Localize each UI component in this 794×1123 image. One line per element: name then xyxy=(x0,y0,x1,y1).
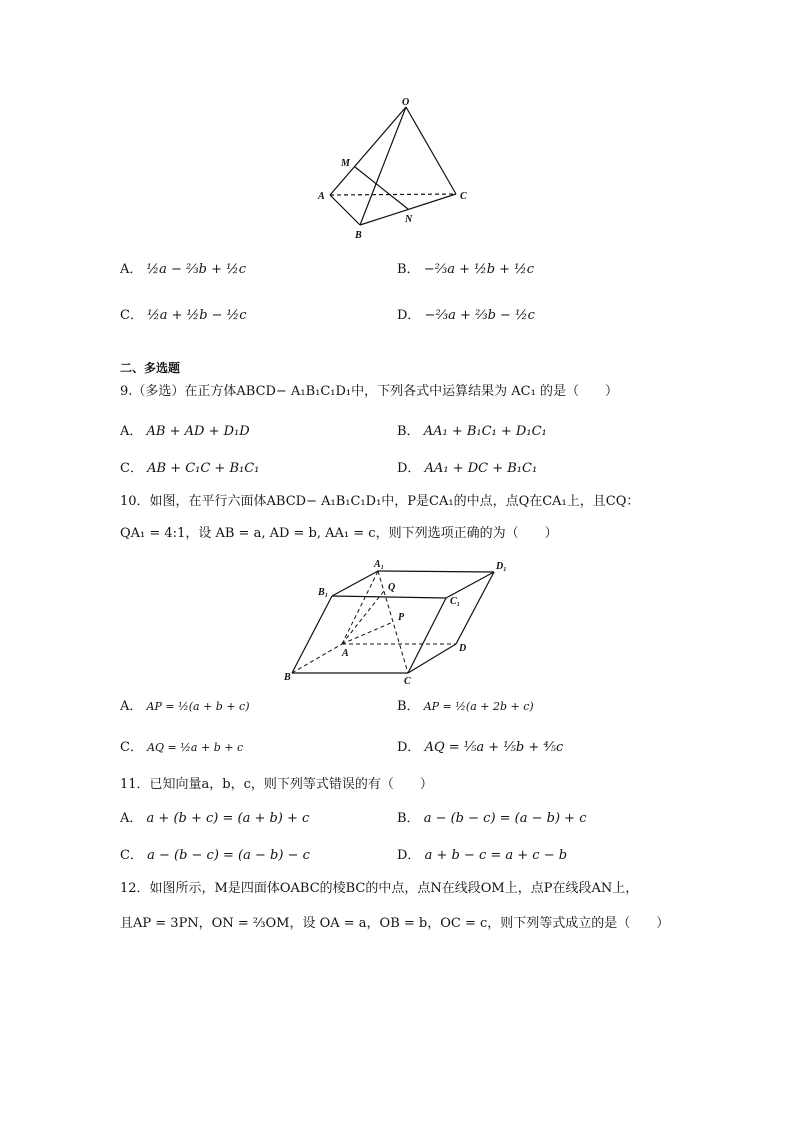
edge-AB xyxy=(330,195,360,225)
parallelepiped-figure xyxy=(280,558,520,688)
label-B1: B₁ xyxy=(318,587,329,598)
option-expr: a − (b − c) = (a − b) − c xyxy=(147,848,310,863)
label-D1: D₁ xyxy=(496,561,507,572)
option-letter: B． xyxy=(397,699,420,714)
section-title: 二、多选题 xyxy=(120,361,181,375)
option-letter: B． xyxy=(397,424,420,439)
q11-option-d[interactable] xyxy=(397,848,567,864)
q11-stem: 11．已知向量a，b，c，则下列等式错误的有（ ） xyxy=(120,777,433,792)
q10-stem-line1: 10．如图，在平行六面体ABCD− A₁B₁C₁D₁中，P是CA₁的中点，点Q在CA₁上，且CQ： xyxy=(120,494,640,509)
q9-option-d[interactable] xyxy=(397,461,537,477)
segment-AP-dashed xyxy=(342,622,393,644)
q11-option-a[interactable] xyxy=(120,811,309,827)
option-expr: AB + C₁C + B₁C₁ xyxy=(147,461,260,476)
q9-stem: 9.（多选）在正方体ABCD− A₁B₁C₁D₁中，下列各式中运算结果为 AC₁ 的是（ ） xyxy=(120,384,618,399)
option-expr: a + b − c = a + c − b xyxy=(424,848,568,863)
label-B: B xyxy=(284,672,291,683)
q10-option-c[interactable] xyxy=(120,740,243,756)
tetrahedron-figure xyxy=(310,95,490,245)
option-expr: AQ = ⅕a + ⅕b + ⅘c xyxy=(424,740,564,755)
segment-AQ-dashed xyxy=(342,591,384,644)
label-A: A xyxy=(318,191,325,202)
q12-stem-line1: 12．如图所示，M是四面体OABC的棱BC的中点，点N在线段OM上，点P在线段AN上， xyxy=(120,881,639,896)
option-letter: C． xyxy=(120,308,143,323)
edge-OC xyxy=(406,107,456,194)
label-C: C xyxy=(460,191,467,202)
edge-AC-dashed xyxy=(330,194,456,195)
option-expr: AQ = ½a + b + c xyxy=(147,741,244,754)
option-letter: D． xyxy=(397,308,421,323)
option-letter: B． xyxy=(397,811,420,826)
label-N: N xyxy=(405,214,413,225)
label-C: C xyxy=(404,676,411,687)
option-expr: AB + AD + D₁D xyxy=(146,424,250,439)
q10-stem-line2: QA₁ = 4:1，设 AB = a, AD = b, AA₁ = c，则下列选项正确的为（ ） xyxy=(120,526,558,541)
q9-option-c[interactable] xyxy=(120,461,259,477)
q8-option-b[interactable] xyxy=(397,262,534,278)
q10-option-a[interactable] xyxy=(120,699,250,715)
q9-option-b[interactable] xyxy=(397,424,547,440)
option-letter: D． xyxy=(397,740,421,755)
edge-OA xyxy=(330,107,406,195)
label-O: O xyxy=(402,97,410,108)
q12-stem-line2: 且AP = 3PN，ON = ⅔OM，设 OA = a，OB = b，OC = c，则下列等式成立的是（ ） xyxy=(120,916,670,931)
option-letter: C． xyxy=(120,848,143,863)
edge-A1B1 xyxy=(332,571,378,596)
edge-OB xyxy=(360,107,406,225)
option-letter: B． xyxy=(397,262,420,277)
option-expr: AP = ½(a + 2b + c) xyxy=(423,700,534,713)
q8-option-a[interactable] xyxy=(120,262,246,278)
edge-B1C1 xyxy=(332,596,446,598)
option-expr: AP = ½(a + b + c) xyxy=(146,700,250,713)
q10-option-d[interactable] xyxy=(397,740,563,756)
option-expr: ½a + ½b − ½c xyxy=(147,308,247,323)
label-M: M xyxy=(341,158,350,169)
option-letter: A． xyxy=(120,811,143,826)
q8-option-d[interactable] xyxy=(397,308,535,324)
option-letter: A． xyxy=(120,424,143,439)
label-D: D xyxy=(459,643,467,654)
edge-AA1-dashed xyxy=(342,571,378,644)
label-A1: A₁ xyxy=(374,559,385,570)
option-letter: D． xyxy=(397,461,421,476)
option-expr: −⅔a + ½b + ½c xyxy=(423,262,535,277)
edge-A1D1 xyxy=(378,571,494,572)
option-letter: C． xyxy=(120,740,143,755)
q11-option-b[interactable] xyxy=(397,811,586,827)
label-C1: C₁ xyxy=(450,596,461,607)
q11-option-c[interactable] xyxy=(120,848,310,864)
option-letter: D． xyxy=(397,848,421,863)
option-expr: −⅔a + ⅔b − ½c xyxy=(424,308,535,323)
option-letter: C． xyxy=(120,461,143,476)
option-letter: A． xyxy=(120,699,143,714)
option-expr: a − (b − c) = (a − b) + c xyxy=(423,811,587,826)
option-expr: AA₁ + B₁C₁ + D₁C₁ xyxy=(423,424,547,439)
q9-option-a[interactable] xyxy=(120,424,250,440)
segment-MN xyxy=(355,167,408,209)
label-Q: Q xyxy=(388,582,396,593)
label-P: P xyxy=(398,612,405,623)
label-A: A xyxy=(342,648,349,659)
option-expr: ½a − ⅔b + ½c xyxy=(146,262,246,277)
label-B: B xyxy=(355,230,362,241)
q10-option-b[interactable] xyxy=(397,699,534,715)
option-expr: a + (b + c) = (a + b) + c xyxy=(146,811,310,826)
option-expr: AA₁ + DC + B₁C₁ xyxy=(424,461,538,476)
q8-option-c[interactable] xyxy=(120,308,247,324)
option-letter: A． xyxy=(120,262,143,277)
